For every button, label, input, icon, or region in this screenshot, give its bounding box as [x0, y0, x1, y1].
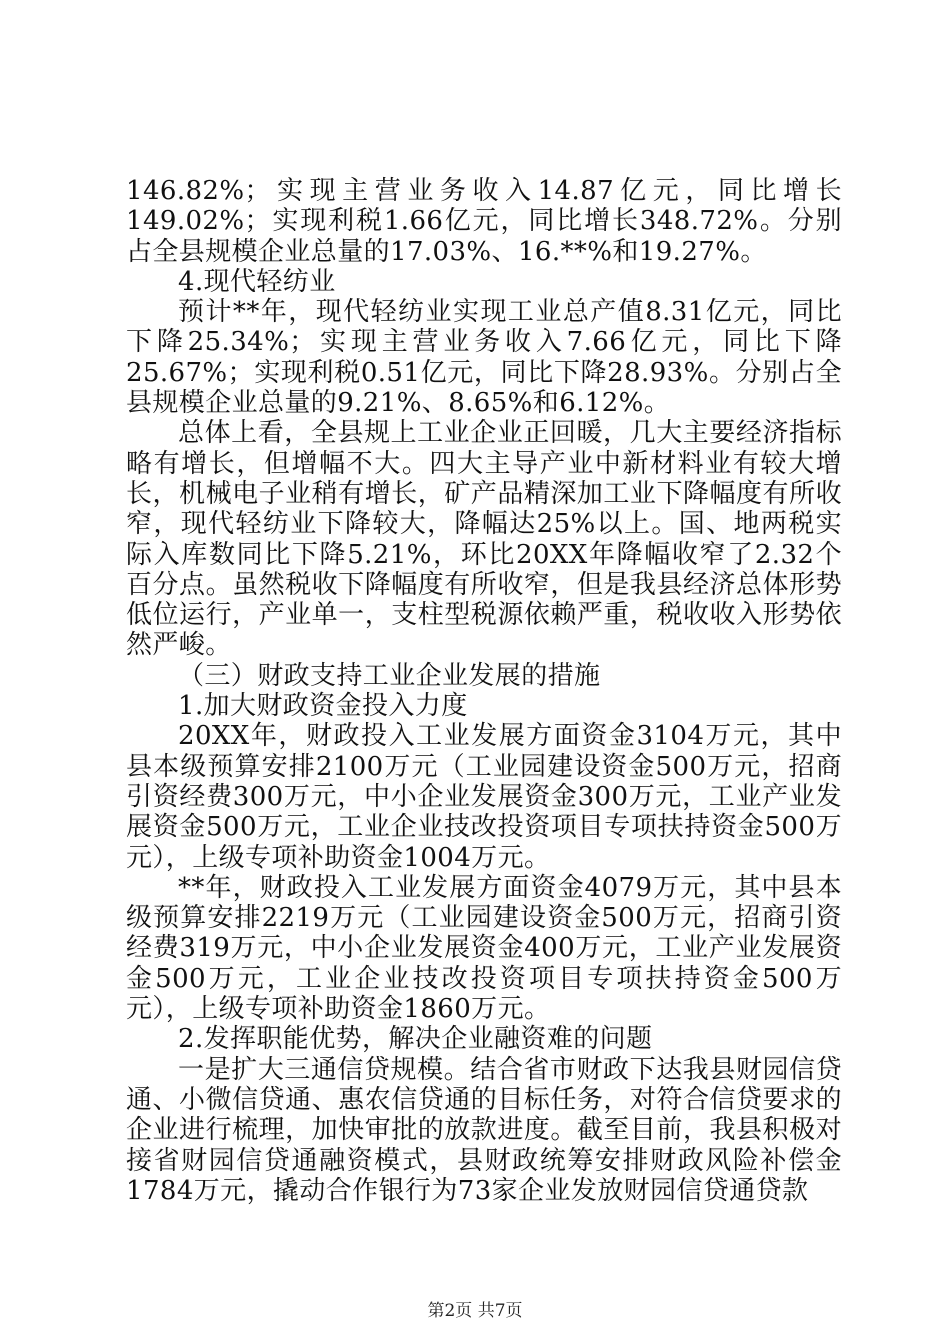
- heading-financing-difficulty: 2.发挥职能优势，解决企业融资难的问题: [178, 1024, 653, 1055]
- paragraph-textile-forecast: 预计**年，现代轻纺业实现工业总产值8.31亿元，同比下降25.34%；实现主营业务收入7.66亿元，同比下降25.67%；实现利税0.51亿元，同比下降28.93%。分别占全县规模企业总量的9.21%、8.65%和6.12%。: [126, 297, 842, 419]
- page-footer: 第2页 共7页: [427, 1301, 523, 1321]
- body-text: [126, 176, 842, 1206]
- heading-modern-textile: 4.现代轻纺业: [178, 266, 336, 297]
- paragraph-overall-summary: 总体上看，全县规上工业企业正回暖，几大主要经济指标略有增长，但增幅不大。四大主导产业中新材料业有较大增长，机械电子业稍有增长，矿产品精深加工业下降幅度有所收窄，现代轻纺业下降较大，降幅达25%以上。国、地两税实际入库数同比下降5.21%，环比20XX年降幅收窄了2.32个百分点。虽然税收下降幅度有所收窄，但是我县经济总体形势低位运行，产业单一，支柱型税源依赖严重，税收收入形势依然严峻。: [126, 418, 842, 661]
- paragraph-current-year-investment: **年，财政投入工业发展方面资金4079万元，其中县本级预算安排2219万元（工业园建设资金500万元，招商引资经费319万元，中小企业发展资金400万元，工业产业发展资金500万元，工业企业技改投资项目专项扶持资金500万元），上级专项补助资金1860万元。: [126, 872, 842, 1025]
- paragraph-1: 146.82%；实现主营业务收入14.87亿元，同比增长149.02%；实现利税1.66亿元，同比增长348.72%。分别占全县规模企业总量的17.03%、16.**%和19.27%。: [126, 176, 842, 267]
- heading-increase-investment: 1.加大财政资金投入力度: [178, 691, 468, 722]
- section-heading-fiscal-measures: （三）财政支持工业企业发展的措施: [178, 660, 601, 691]
- paragraph-credit-expansion: 一是扩大三通信贷规模。结合省市财政下达我县财园信贷通、小微信贷通、惠农信贷通的目标任务，对符合信贷要求的企业进行梳理，加快审批的放款进度。截至目前，我县积极对接省财园信贷通融资模式，县财政统筹安排财政风险补偿金1784万元，撬动合作银行为73家企业发放财园信贷通贷款: [126, 1054, 842, 1206]
- paragraph-20xx-investment: 20XX年，财政投入工业发展方面资金3104万元，其中县本级预算安排2100万元（工业园建设资金500万元，招商引资经费300万元，中小企业发展资金300万元，工业产业发展资金500万元，工业企业技改投资项目专项扶持资金500万元），上级专项补助资金1004万元。: [126, 721, 842, 873]
